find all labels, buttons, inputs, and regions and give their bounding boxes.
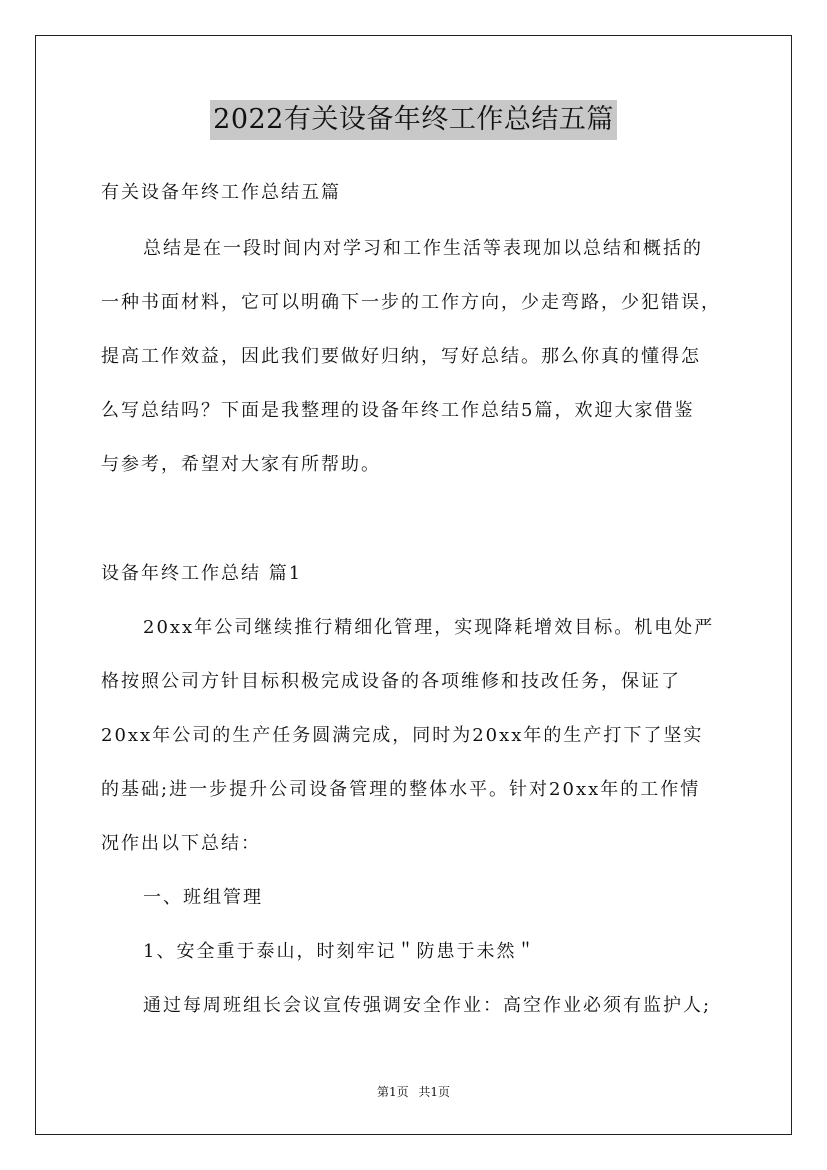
subheading: 一、班组管理 <box>143 887 263 908</box>
paragraph-line: 么写总结吗？下面是我整理的设备年终工作总结5篇，欢迎大家借鉴 <box>101 400 695 421</box>
paragraph-line: 20xx年公司的生产任务圆满完成，同时为20xx年的生产打下了坚实 <box>101 725 704 746</box>
paragraph-line: 通过每周班组长会议宣传强调安全作业：高空作业必须有监护人; <box>143 995 712 1016</box>
paragraph-line: 一种书面材料，它可以明确下一步的工作方向，少走弯路，少犯错误， <box>101 292 721 313</box>
paragraph-line: 格按照公司方针目标积极完成设备的各项维修和技改任务，保证了 <box>101 671 681 692</box>
paragraph-line: 况作出以下总结： <box>101 833 261 854</box>
paragraph-line: 提高工作效益，因此我们要做好归纳，写好总结。那么你真的懂得怎 <box>101 346 701 367</box>
paragraph-line: 总结是在一段时间内对学习和工作生活等表现加以总结和概括的 <box>143 238 703 259</box>
list-item-heading: 1、安全重于泰山，时刻牢记＂防患于未然＂ <box>143 941 537 962</box>
document-title: 2022有关设备年终工作总结五篇 <box>210 100 617 140</box>
paragraph-line: 与参考，希望对大家有所帮助。 <box>101 454 381 475</box>
page-number: 第1页 <box>376 1085 409 1099</box>
page-total: 共1页 <box>418 1085 451 1099</box>
document-subtitle: 有关设备年终工作总结五篇 <box>101 182 341 203</box>
section-heading: 设备年终工作总结 篇1 <box>101 563 303 584</box>
paragraph-line: 20xx年公司继续推行精细化管理，实现降耗增效目标。机电处严 <box>143 617 715 638</box>
title-wrapper <box>0 100 827 140</box>
paragraph-line: 的基础;进一步提升公司设备管理的整体水平。针对20xx年的工作情 <box>101 779 701 800</box>
page-footer <box>0 1083 827 1101</box>
